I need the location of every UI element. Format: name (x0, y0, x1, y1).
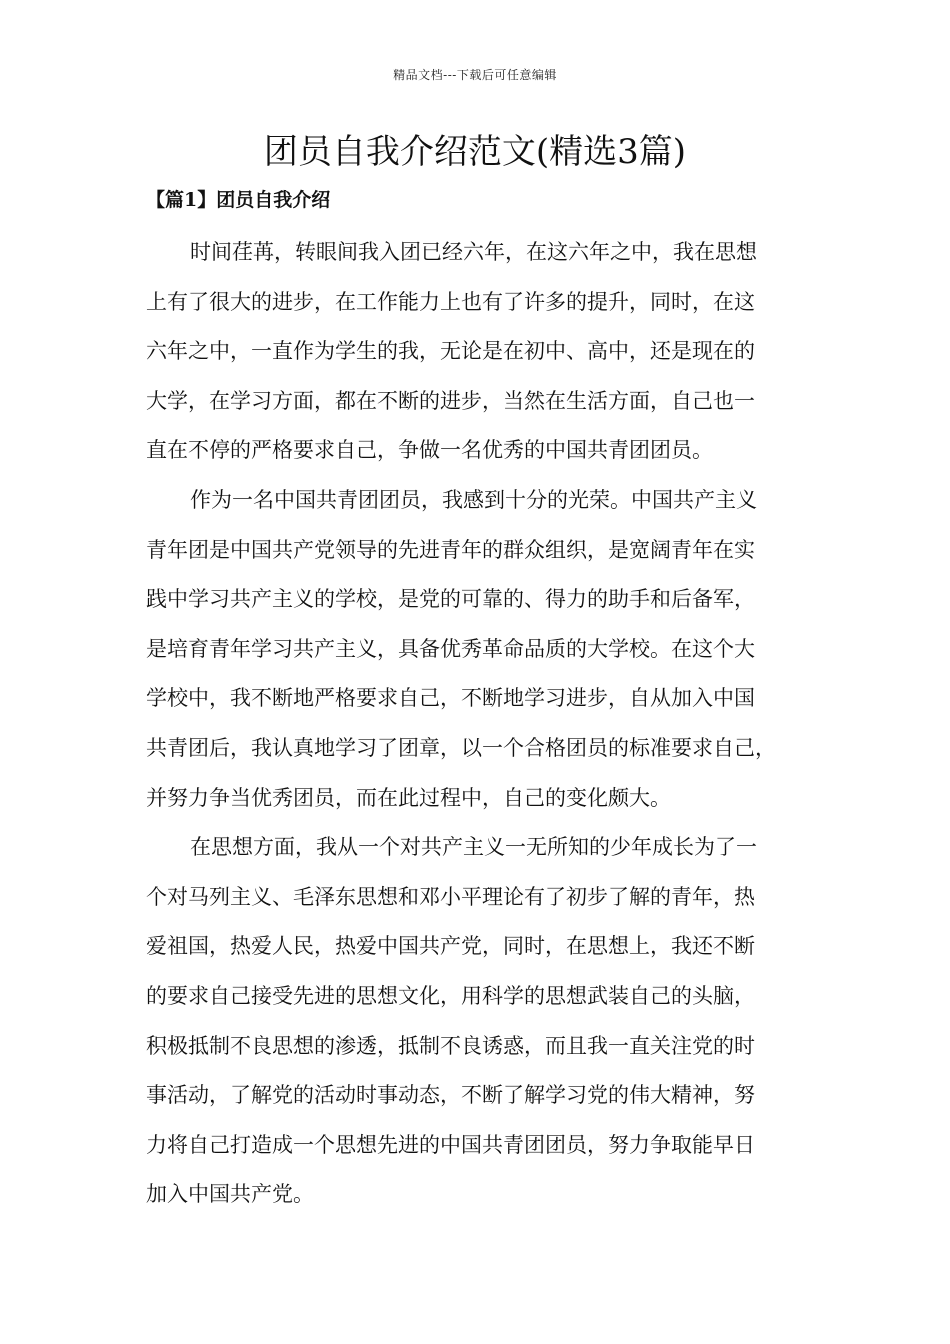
text-line: 上有了很大的进步，在工作能力上也有了许多的提升，同时，在这 (146, 289, 755, 314)
text-line: 作为一名中国共青团团员，我感到十分的光荣。中国共产主义 (190, 487, 757, 512)
text-line: 时间荏苒，转眼间我入团已经六年，在这六年之中，我在思想 (190, 240, 757, 264)
text-line: 六年之中，一直作为学生的我，无论是在初中、高中，还是现在的 (146, 339, 755, 364)
text-line: 力将自己打造成一个思想先进的中国共青团团员，努力争取能早日 (146, 1132, 755, 1157)
text-line: 大学，在学习方面，都在不断的进步，当然在生活方面，自己也一 (146, 388, 755, 413)
text-line: 青年团是中国共产党领导的先进青年的群众组织，是宽阔青年在实 (146, 537, 755, 562)
text-line: 个对马列主义、毛泽东思想和邓小平理论有了初步了解的青年，热 (146, 884, 755, 909)
text-line: 直在不停的严格要求自己，争做一名优秀的中国共青团团员。 (146, 438, 713, 463)
paragraph-2 (146, 476, 818, 823)
section-heading: 【篇1】团员自我介绍 (146, 189, 331, 211)
text-line: 积极抵制不良思想的渗透，抵制不良诱惑，而且我一直关注党的时 (146, 1033, 755, 1058)
document-body (146, 228, 818, 1220)
text-line: 爱祖国，热爱人民，热爱中国共产党，同时，在思想上，我还不断 (146, 934, 755, 959)
text-line: 践中学习共产主义的学校，是党的可靠的、得力的助手和后备军， (146, 587, 755, 612)
header-note: 精品文档---下载后可任意编辑 (393, 68, 557, 82)
text-line: 并努力争当优秀团员，而在此过程中，自己的变化颇大。 (146, 785, 671, 810)
paragraph-3 (146, 823, 818, 1220)
paragraph-1 (146, 228, 818, 476)
text-line: 加入中国共产党。 (146, 1182, 314, 1207)
document-title: 团员自我介绍范文(精选3篇) (263, 132, 687, 172)
text-line: 共青团后，我认真地学习了团章，以一个合格团员的标准要求自己， (146, 735, 776, 760)
text-line: 是培育青年学习共产主义，具备优秀革命品质的大学校。在这个大 (146, 636, 755, 661)
text-line: 的要求自己接受先进的思想文化，用科学的思想武装自己的头脑， (146, 983, 755, 1008)
text-line: 学校中，我不断地严格要求自己，不断地学习进步，自从加入中国 (146, 686, 755, 711)
text-line: 事活动，了解党的活动时事动态，不断了解学习党的伟大精神，努 (146, 1083, 755, 1108)
text-line: 在思想方面，我从一个对共产主义一无所知的少年成长为了一 (190, 835, 757, 860)
